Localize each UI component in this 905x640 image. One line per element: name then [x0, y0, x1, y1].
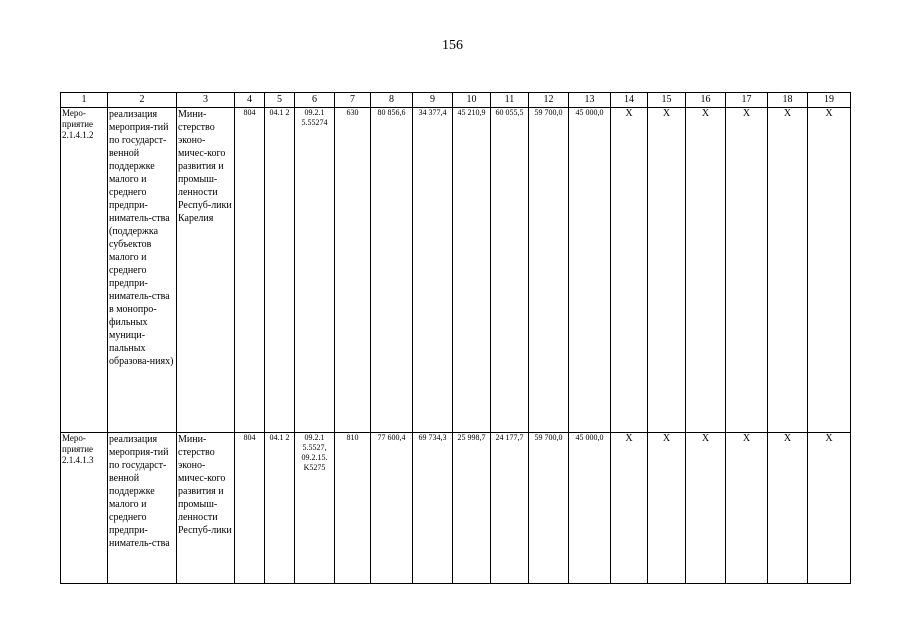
x-cell: X [808, 108, 851, 433]
table-row [61, 433, 851, 584]
value-cell: 45 000,0 [569, 108, 611, 433]
value-cell: 24 177,7 [491, 433, 529, 584]
activity-name-cell: реализация мероприя-тий по государст-венной поддержке малого и среднего предпри-ниматель-ства [108, 433, 177, 584]
x-cell: X [768, 108, 808, 433]
x-cell: X [648, 433, 686, 584]
executor-cell: Мини-стерство эконо-мичес-кого развития и промыш-ленности Респуб-лики Карелия [177, 108, 235, 433]
x-cell: X [768, 433, 808, 584]
header-cell: 7 [335, 93, 371, 108]
executor-cell: Мини-стерство эконо-мичес-кого развития и промыш-ленности Респуб-лики [177, 433, 235, 584]
value-cell: 45 210,9 [453, 108, 491, 433]
csr-cell: 09.2.1 5.5527, 09.2.15. K5275 [295, 433, 335, 584]
value-cell: 59 700,0 [529, 108, 569, 433]
vr-cell: 810 [335, 433, 371, 584]
header-cell: 1 [61, 93, 108, 108]
table-row [61, 108, 851, 433]
header-cell: 5 [265, 93, 295, 108]
value-cell: 80 856,6 [371, 108, 413, 433]
activity-code-cell: Меро-приятие 2.1.4.1.3 [61, 433, 108, 584]
header-row [61, 93, 851, 108]
header-cell: 14 [611, 93, 648, 108]
header-cell: 13 [569, 93, 611, 108]
page-number: 156 [442, 38, 463, 53]
x-cell: X [726, 433, 768, 584]
header-cell: 4 [235, 93, 265, 108]
value-cell: 34 377,4 [413, 108, 453, 433]
value-cell: 45 000,0 [569, 433, 611, 584]
csr-cell: 09.2.1 5.55274 [295, 108, 335, 433]
value-cell: 25 998,7 [453, 433, 491, 584]
activity-name-cell: реализация мероприя-тий по государст-венной поддержке малого и среднего предпри-ниматель-ства (поддержка субъектов малого и среднего предпри-ниматель-ства в монопро-фильных муници-пальных образова-ниях) [108, 108, 177, 433]
value-cell: 59 700,0 [529, 433, 569, 584]
value-cell: 77 600,4 [371, 433, 413, 584]
header-cell: 8 [371, 93, 413, 108]
header-cell: 15 [648, 93, 686, 108]
x-cell: X [686, 108, 726, 433]
header-cell: 19 [808, 93, 851, 108]
vr-cell: 630 [335, 108, 371, 433]
header-cell: 17 [726, 93, 768, 108]
x-cell: X [726, 108, 768, 433]
x-cell: X [611, 108, 648, 433]
activity-code-cell: Меро-приятие 2.1.4.1.2 [61, 108, 108, 433]
header-cell: 2 [108, 93, 177, 108]
header-cell: 16 [686, 93, 726, 108]
header-cell: 6 [295, 93, 335, 108]
x-cell: X [686, 433, 726, 584]
rzpr-cell: 04.1 2 [265, 433, 295, 584]
header-cell: 10 [453, 93, 491, 108]
grbs-cell: 804 [235, 108, 265, 433]
header-cell: 11 [491, 93, 529, 108]
x-cell: X [611, 433, 648, 584]
header-cell: 3 [177, 93, 235, 108]
budget-table [60, 92, 851, 584]
x-cell: X [648, 108, 686, 433]
header-cell: 12 [529, 93, 569, 108]
header-cell: 18 [768, 93, 808, 108]
value-cell: 60 055,5 [491, 108, 529, 433]
rzpr-cell: 04.1 2 [265, 108, 295, 433]
value-cell: 69 734,3 [413, 433, 453, 584]
grbs-cell: 804 [235, 433, 265, 584]
header-cell: 9 [413, 93, 453, 108]
x-cell: X [808, 433, 851, 584]
